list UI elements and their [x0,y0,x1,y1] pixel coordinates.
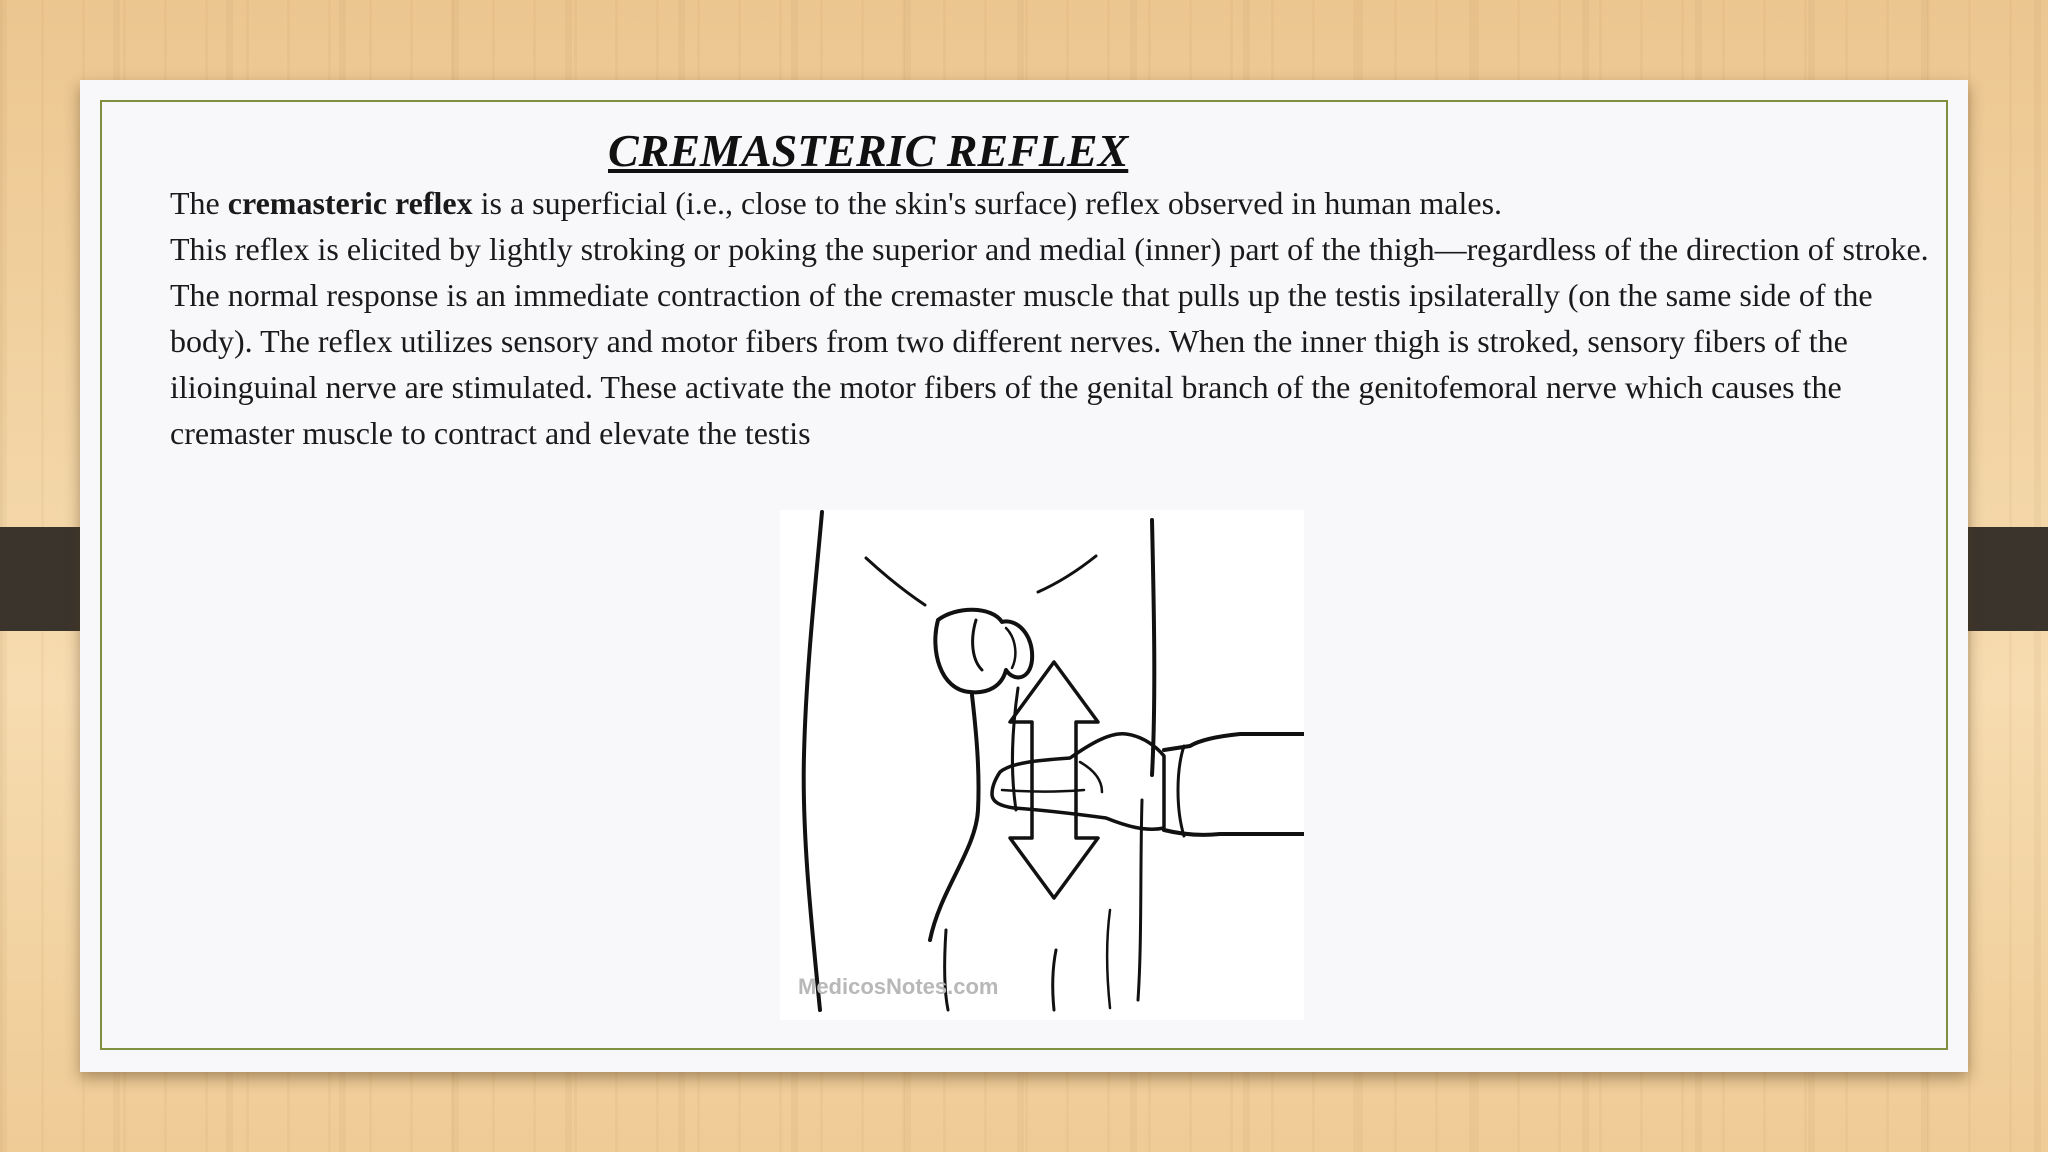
right-thigh-outline [1152,520,1154,775]
stroke-direction-arrow [1010,662,1098,898]
slide-title: CREMASTERIC REFLEX [608,125,1129,176]
examiner-sleeve-bottom [1164,830,1304,835]
right-knee-mark [1053,950,1056,1010]
scrotum-detail-right [1006,628,1015,668]
left-groin-crease [866,558,925,605]
slide-card [80,80,1968,1072]
scrotum-outline [935,610,1032,693]
sleeve-cuff [1178,746,1184,836]
intro-suffix: is a superficial (i.e., close to the skin's surface) reflex observed in human males. [472,185,1503,221]
left-thigh-outline [804,512,822,1010]
intro-bold-term: cremasteric reflex [227,185,473,221]
right-leg-line [1107,910,1110,1008]
intro-prefix: The [170,185,228,221]
left-inner-thigh [930,695,979,940]
scrotum-inner-line [973,620,982,670]
intro-sentence [170,180,1950,226]
reflex-illustration [780,510,1304,1020]
description-paragraph: This reflex is elicited by lightly stroking or poking the superior and medial (inner) part of the thigh—regardless of the direction of stroke. The normal response is an immediate contraction of the cremaster muscle that pulls up the testis ipsilaterally (on the same side of the body). The reflex utilizes sensory and motor fibers from two different nerves. When the inner thigh is stroked, sensory fibers of the ilioinguinal nerve are stimulated. These activate the motor fibers of the genital branch of the genitofemoral nerve which causes the cremaster muscle to contract and elevate the testis [170,231,1929,451]
reflex-drawing [780,510,1304,1020]
right-groin-crease [1038,556,1096,592]
examiner-hand [992,734,1164,829]
slide-body [170,180,1950,456]
hand-finger-line [1002,790,1084,792]
hand-knuckle-line [1080,762,1102,792]
illustration-watermark: MedicosNotes.com [798,974,999,999]
